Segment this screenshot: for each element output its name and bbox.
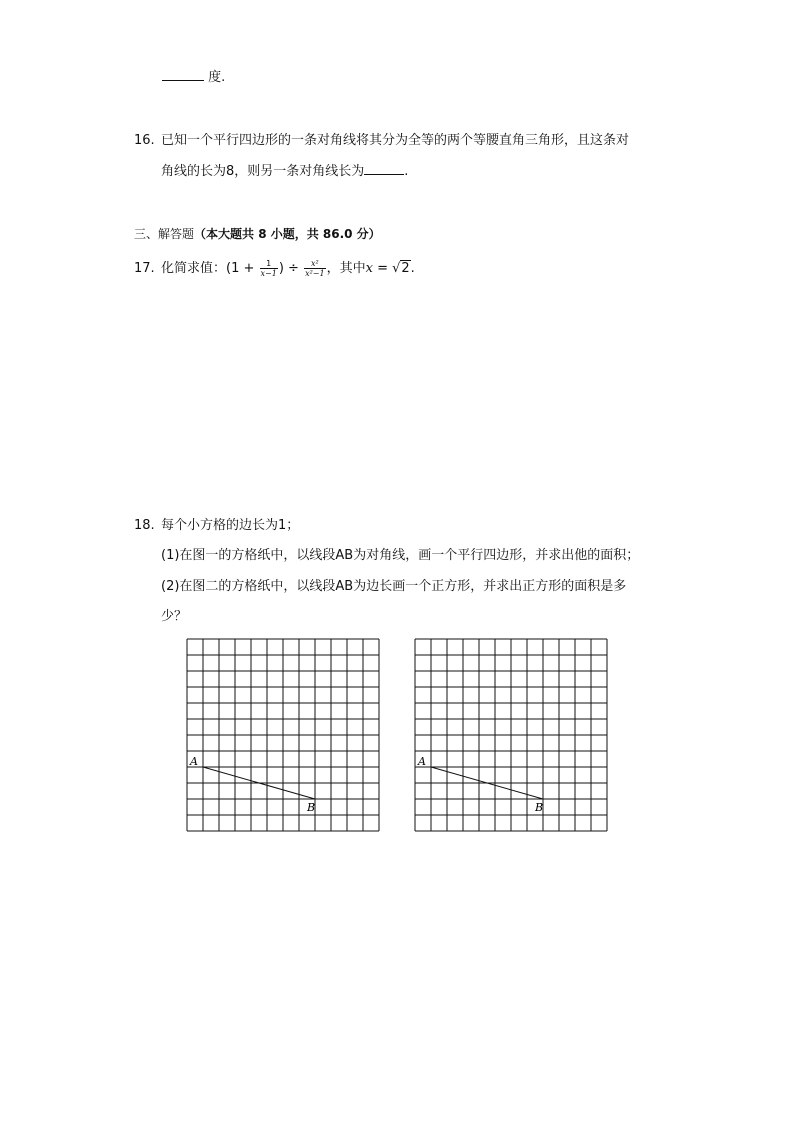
- point-a-label: A: [190, 755, 198, 768]
- q16-text-line2: [161, 162, 408, 181]
- grid-lines: [187, 639, 379, 831]
- q18-part2-line2: 少？: [161, 609, 188, 624]
- frac1-numerator: 1: [260, 259, 278, 269]
- q17-radicand: 2: [401, 261, 410, 276]
- q18-part2-line1: (2)在图二的方格纸中，以线段AB为边长画一个正方形，并求出正方形的面积是多: [161, 579, 627, 594]
- point-b-label: B: [307, 801, 316, 814]
- grid-figure-2: [409, 634, 614, 837]
- q18-intro: 每个小方格的边长为1；: [161, 518, 300, 533]
- frac2-numerator: x²: [304, 259, 326, 269]
- section-header: [134, 225, 381, 243]
- q16-text-line1: 已知一个平行四边形的一条对角线将其分为全等的两个等腰直角三角形，且这条对: [161, 133, 630, 148]
- q16-line2-pre: 角线的长为8，则另一条对角线长为: [161, 164, 365, 179]
- q16-line2-post: .: [404, 164, 409, 179]
- q17-lead: 化简求值：: [161, 261, 227, 276]
- answer-blank[interactable]: [364, 162, 404, 175]
- q17-open: (1 +: [226, 261, 259, 276]
- q17-var: x: [365, 261, 373, 276]
- q16-number: 16.: [134, 133, 155, 148]
- q17-end: .: [410, 261, 415, 276]
- frac1-denominator: x−1: [260, 269, 277, 278]
- section-detail: （本大题共 8 小题，共 86.0 分）: [194, 227, 381, 241]
- q17-expression: [161, 256, 415, 282]
- q17-comma: ，其中: [326, 261, 366, 276]
- frac2-denominator: x²−1: [305, 269, 325, 278]
- answer-blank[interactable]: [162, 68, 204, 81]
- fraction-1: [260, 259, 278, 278]
- fraction-2: [304, 259, 326, 278]
- q18-part1: (1)在图一的方格纸中，以线段AB为对角线，画一个平行四边形，并求出他的面积；: [161, 548, 640, 563]
- q15-tail: [162, 68, 225, 87]
- section-prefix: 三、解答题: [134, 227, 195, 241]
- q17-number: 17.: [134, 261, 155, 276]
- q17-div: ) ÷: [278, 261, 304, 276]
- grid-figure-1: [181, 634, 386, 837]
- q18-number: 18.: [134, 518, 155, 533]
- point-b-label: B: [535, 801, 544, 814]
- point-a-label: A: [418, 755, 426, 768]
- grid-lines: [415, 639, 607, 831]
- q17-equals: = √: [372, 261, 401, 276]
- q15-unit: 度.: [208, 70, 226, 85]
